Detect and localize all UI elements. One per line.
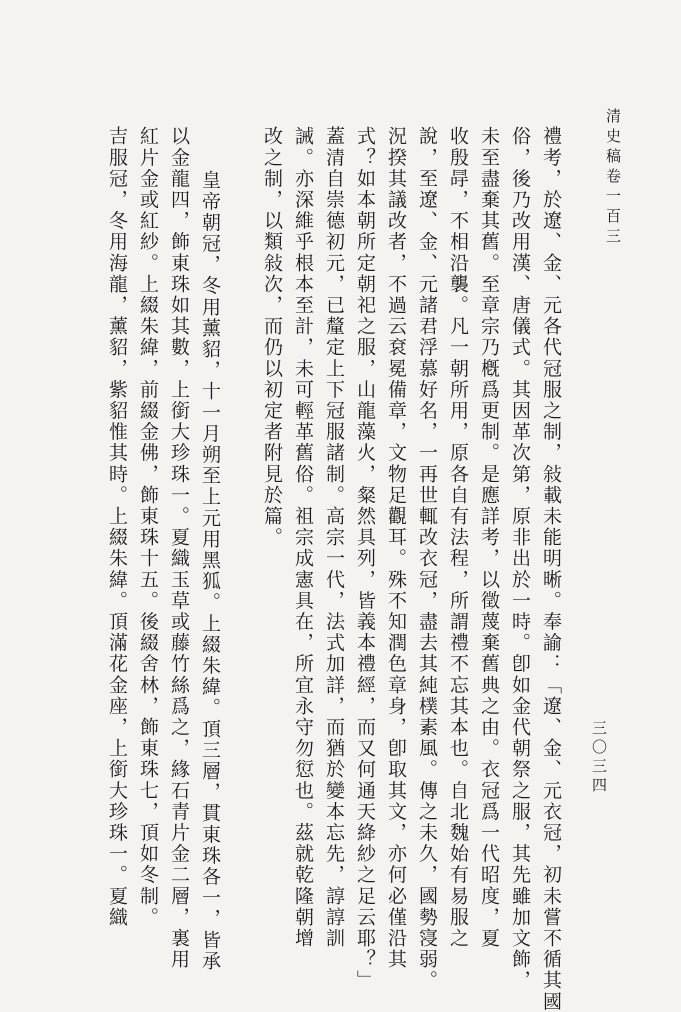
text-column: 式？如本朝所定朝祀之服，山龍藻火，粲然具列，皆義本禮經，而又何通天絳紗之足云耶？」	[354, 126, 376, 992]
section-column: 紅片金或紅紗。上綴朱緯，前綴金佛，飾東珠十五。後綴舍林，飾東珠七，頂如冬制。	[137, 126, 159, 928]
section-column: 皇帝朝冠，冬用薰貂，十一月朔至上元用黑狐。上綴朱緯。頂三層，貫東珠各一，皆承	[199, 170, 221, 972]
text-column: 禮考，於遼、金、元各代冠服之制，敍載未能明晰。奉諭：「遼、金、元衣冠，初未嘗不循其國	[540, 126, 562, 1012]
page-number: 三〇三四	[590, 720, 608, 796]
text-column: 未至盡棄其舊。至章宗乃槪爲更制。是應詳考，以徵蔑棄舊典之由。衣冠爲一代昭度，夏	[478, 126, 500, 949]
text-column: 蓋清自崇德初元，已釐定上下冠服諸制。高宗一代，法式加詳，而猶於變本忘先，諄諄訓	[323, 126, 345, 949]
text-column: 俗，後乃改用漢、唐儀式。其因革次第，原非出於一時。卽如金代朝祭之服，其先雖加文飾，	[509, 126, 531, 992]
text-column: 誡。亦深維乎根本至計，未可輕革舊俗。祖宗成憲具在，所宜永守勿愆也。茲就乾隆朝增	[292, 126, 314, 949]
text-column: 收殷冔，不相沿襲。凡一朝所用，原各自有法程，所謂禮不忘其本也。自北魏始有易服之	[447, 126, 469, 949]
section-column: 以金龍四，飾東珠如其數，上銜大珍珠一。夏織玉草或藤竹絲爲之，緣石青片金二層，裏用	[168, 126, 190, 970]
text-column: 改之制，以類敍次，而仍以初定者附見於篇。	[261, 126, 283, 548]
running-header: 清史稿卷一百三	[604, 108, 622, 248]
section-column: 吉服冠，冬用海龍，薰貂，紫貂惟其時。上綴朱緯。頂滿花金座，上銜大珍珠一。夏織	[106, 126, 128, 928]
text-column: 況揆其議改者，不過云袞冕備章，文物足觀耳。殊不知潤色章身，卽取其文，亦何必僅沿其	[385, 126, 407, 970]
text-column: 說，至遼、金、元諸君浮慕好名，一再世輒改衣冠，盡去其純樸素風。傳之未久，國勢寖弱。	[416, 126, 438, 992]
